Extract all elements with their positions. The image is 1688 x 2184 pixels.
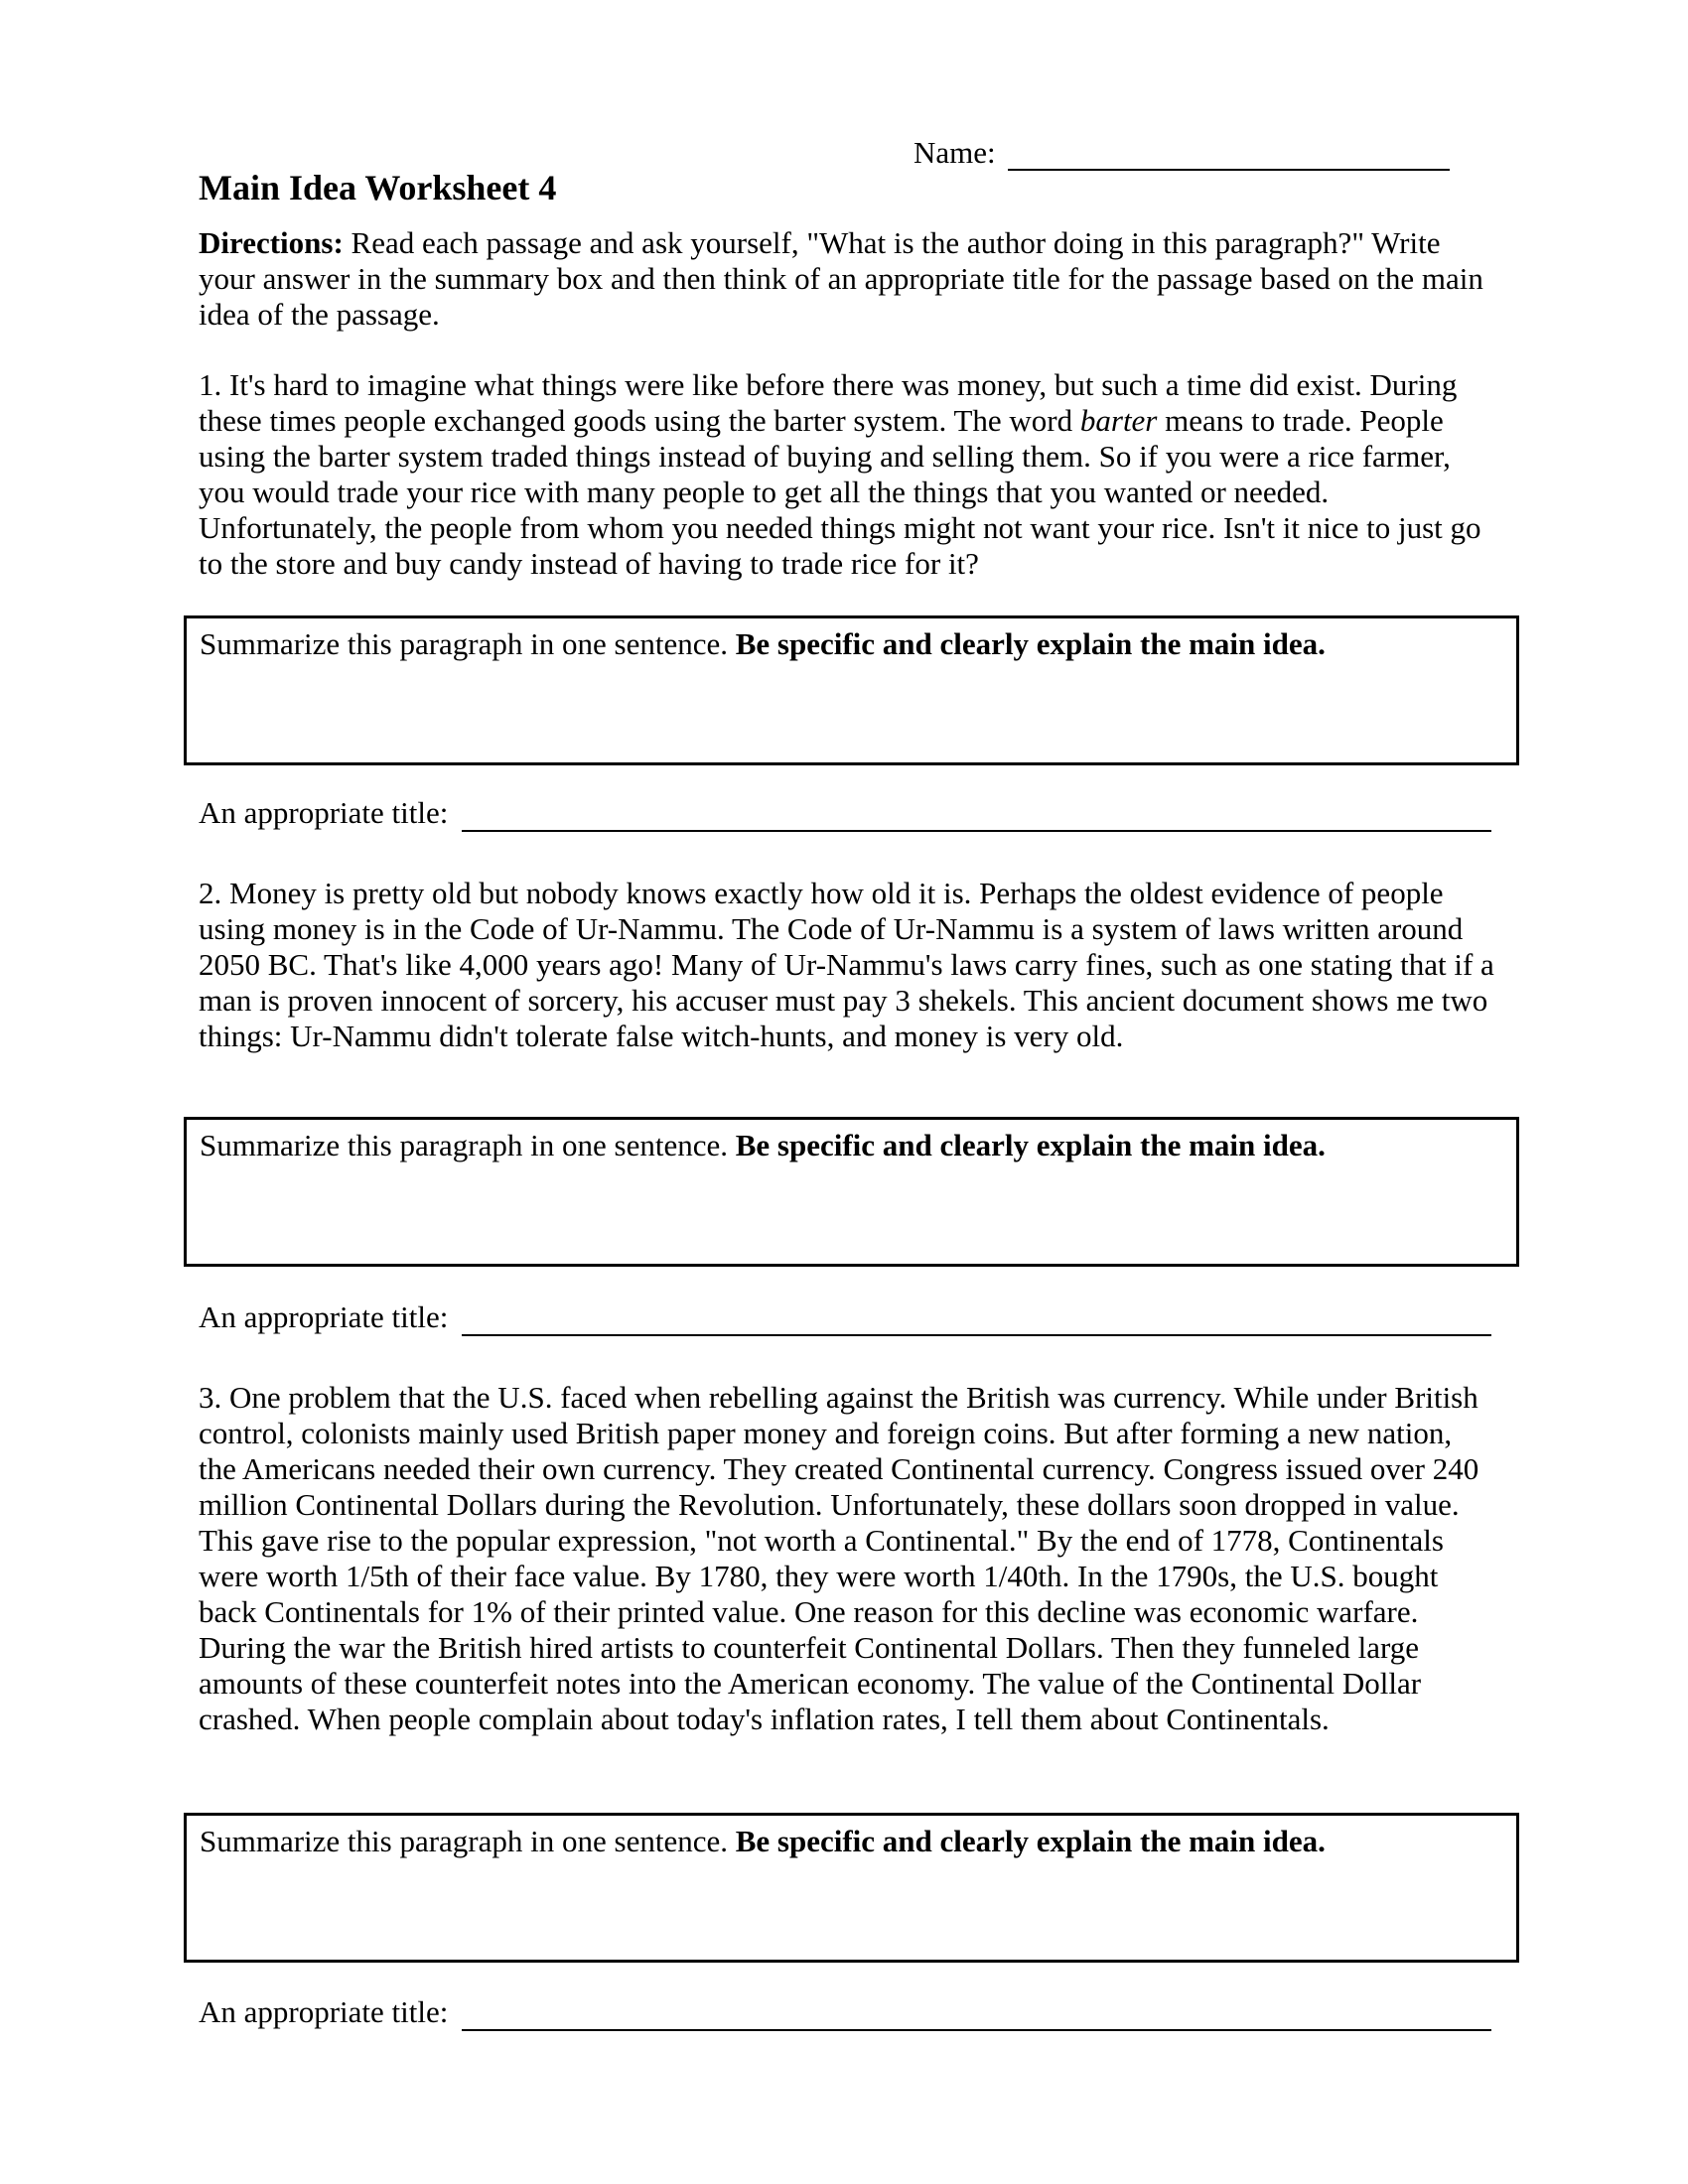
- title-row-3: [199, 1993, 1491, 2031]
- summary-prompt-2: [200, 1127, 1503, 1163]
- name-row: [914, 135, 1450, 171]
- summary-prompt-1: [200, 625, 1503, 662]
- name-blank-line: [1008, 135, 1450, 171]
- directions-label: Directions:: [199, 225, 344, 260]
- title-row-1: [199, 794, 1491, 832]
- title-blank-line-2: [462, 1298, 1491, 1336]
- summary-prompt-normal: Summarize this paragraph in one sentence.: [200, 1128, 736, 1162]
- title-blank-line-1: [462, 794, 1491, 832]
- title-prompt-label-3: An appropriate title:: [199, 1994, 449, 2029]
- summary-prompt-bold: Be specific and clearly explain the main idea.: [735, 1824, 1326, 1858]
- summary-box-3: [184, 1813, 1519, 1963]
- passage-1-text-rest: means to trade. People using the barter system traded things instead of buying and selling them. So if you were a rice farmer, you would trade your rice with many people to get all the things that you wanted or needed. Unfortunately, the people from whom you needed things might not want your rice. Isn't it nice to just go to the store and buy candy instead of having to trade rice for it?: [199, 403, 1481, 581]
- page-title: Main Idea Worksheet 4: [199, 168, 557, 207]
- summary-box-2: [184, 1117, 1519, 1267]
- title-prompt-label-1: An appropriate title:: [199, 795, 449, 830]
- passage-2-text: 2. Money is pretty old but nobody knows exactly how old it is. Perhaps the oldest evidence of people using money is in the Code of Ur-Nammu. The Code of Ur-Nammu is a system of laws written around 2050 BC. That's like 4,000 years ago! Many of Ur-Nammu's laws carry fines, such as one stating that if a man is proven innocent of sorcery, his accuser must pay 3 shekels. This ancient document shows me two things: Ur-Nammu didn't tolerate false witch-hunts, and money is very old.: [199, 876, 1494, 1053]
- passage-2: [199, 876, 1494, 1054]
- title-prompt-label-2: An appropriate title:: [199, 1299, 449, 1334]
- name-label: Name:: [914, 135, 996, 170]
- summary-box-1: [184, 615, 1519, 765]
- passage-3: [199, 1380, 1494, 1737]
- summary-prompt-bold: Be specific and clearly explain the main idea.: [735, 1128, 1326, 1162]
- passage-1-italic-word: barter: [1079, 403, 1158, 438]
- title-row-2: [199, 1298, 1491, 1336]
- title-blank-line-3: [462, 1993, 1491, 2031]
- passage-1: [199, 367, 1494, 582]
- passage-3-text: 3. One problem that the U.S. faced when rebelling against the British was currency. While under British control, colonists mainly used British paper money and foreign coins. But after forming a new nation, the Americans needed their own currency. They created Continental currency. Congress issued over 240 million Continental Dollars during the Revolution. Unfortunately, these dollars soon dropped in value. This gave rise to the popular expression, "not worth a Continental." By the end of 1778, Continentals were worth 1/5th of their face value. By 1780, they were worth 1/40th. In the 1790s, the U.S. bought back Continentals for 1% of their printed value. One reason for this decline was economic warfare. During the war the British hired artists to counterfeit Continental Dollars. Then they funneled large amounts of these counterfeit notes into the American economy. The value of the Continental Dollar crashed. When people complain about today's inflation rates, I tell them about Continentals.: [199, 1380, 1479, 1736]
- directions: [199, 225, 1494, 333]
- directions-text: Read each passage and ask yourself, "What is the author doing in this paragraph?" Write your answer in the summary box and then think of an appropriate title for the passage based on the main idea of the passage.: [199, 225, 1483, 332]
- passage-1-text-lead: 1. It's hard to imagine what things were like before there was money, but such a time did exist. During these times people exchanged goods using the barter system. The word: [199, 367, 1458, 438]
- summary-prompt-bold: Be specific and clearly explain the main idea.: [735, 626, 1326, 661]
- summary-prompt-normal: Summarize this paragraph in one sentence.: [200, 1824, 736, 1858]
- summary-prompt-normal: Summarize this paragraph in one sentence.: [200, 626, 736, 661]
- summary-prompt-3: [200, 1823, 1503, 1859]
